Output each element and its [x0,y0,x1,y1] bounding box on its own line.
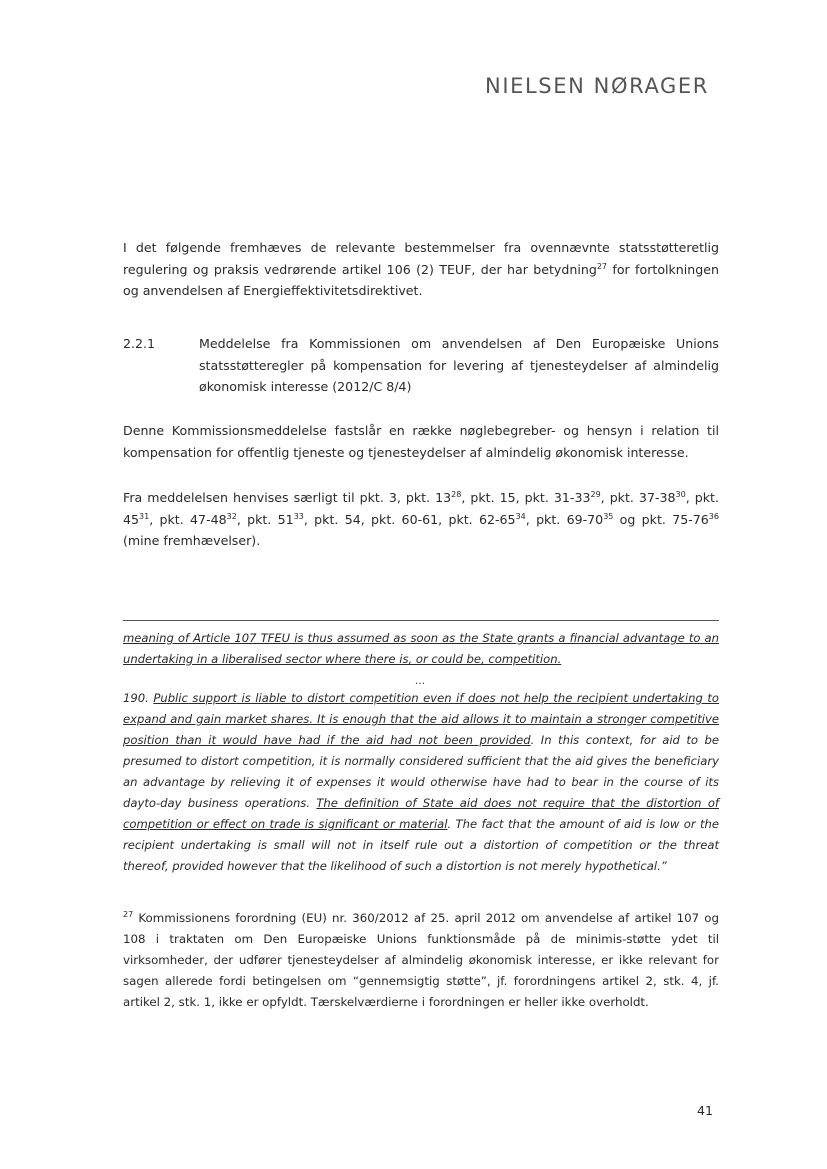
section-heading [123,333,719,398]
footnote-ref[interactable]: 33 [293,511,304,521]
footnote-ref[interactable]: 31 [139,511,150,521]
ref-text: , pkt. 37-38 [600,490,676,505]
ref-text: , pkt. 54, pkt. 60-61, pkt. 62-65 [303,511,516,527]
ref-text: , pkt. 69-70 [525,511,604,527]
quote-text: . In this context, for aid to be presumed to distort competition, it is normally considered sufficient that the aid gives the beneficiary an advantage by relieving it of expenses it would otherwise have had to bear in the course of its dayto-day business operations. [123,733,720,810]
quote-continuation [123,628,719,670]
footnote-ref[interactable]: 29 [590,490,601,499]
intro-text-b: for fortolkningen og anvendelsen af Energieffektivitetsdirektivet. [123,261,719,298]
footnote-ref[interactable]: 30 [675,490,686,499]
quote-underlined: meaning of Article 107 TFEU is thus assumed as soon as the State grants a financial advantage to an undertaking in a liberalised sector where there is, or could be, competition. [123,631,719,666]
firm-logo: NIELSEN NØRAGER [485,74,709,98]
section-title: Meddelelse fra Kommissionen om anvendelsen af Den Europæiske Unions statsstøtteregler på kompensation for levering af tjenesteydelser af almindelig økonomisk interesse (2012/C 8/4) [199,336,719,394]
intro-text-a: I det følgende fremhæves de relevante bestemmelser fra ovennævnte statsstøtteretlig regulering og praksis vedrørende artikel 106 (2) TEUF, der har betydning [123,240,719,277]
ref-text: , pkt. 51 [236,511,294,527]
footnote-separator [123,620,719,621]
footnote-text: Kommissionens forordning (EU) nr. 360/2012 af 25. april 2012 om anvendelse af artikel 107 og 108 i traktaten om Den Europæiske Unions funktionsmåde på de minimis-støtte ydet til virksomheder, der udfører tjenesteydelser af almindelig økonomisk interesse, er ikke relevant for sagen allerede fordi betingelsen om “gennemsigtig støtte”, jf. forordningens artikel 2, stk. 4, jf. artikel 2, stk. 1, ikke er opfyldt. Tærskelværdierne i forordningen er heller ikke overholdt. [123,911,719,1009]
ref-text: og pkt. 75-76 [613,511,709,527]
footnote-ref[interactable]: 34 [515,511,526,521]
quote-underlined: The definition of State aid does not require that the distortion of competition or effect on trade is significant or material [123,796,719,831]
ref-text: , pkt. 15, pkt. 31-33 [461,490,591,505]
footnote-ref[interactable]: 35 [603,511,614,521]
footnote-ref-27[interactable]: 27 [596,261,608,271]
section-number: 2.2.1 [123,336,156,351]
paragraph-meddelelse: Denne Kommissionsmeddelelse fastslår en række nøglebegreber- og hensyn i relation til kompensation for offentlig tjeneste og tjenesteydelser af almindelig økonomisk interesse. [123,423,719,460]
intro-paragraph [123,237,719,302]
ref-text: Fra meddelelsen henvises særligt til pkt. 3, pkt. 13 [123,490,452,505]
footnote-27 [123,908,719,1013]
page-number: 41 [696,1103,713,1118]
quote-underlined: Public support is liable to distort competition even if does not help the recipient undertaking to expand and gain market shares. It is enough that the aid allows it to maintain a stronger competitive position than it would have had if the aid had not been provided [123,691,719,747]
quote-number: 190. [123,691,154,705]
footnote-number: 27 [123,910,134,919]
paragraph-references [123,487,719,552]
footnote-ref[interactable]: 32 [226,511,237,521]
ref-text: , pkt. 45 [123,490,719,527]
footnote-ref[interactable]: 36 [708,511,719,521]
ref-text: (mine fremhævelser). [123,533,261,548]
ref-text: , pkt. 47-48 [149,511,227,527]
quote-ellipsis: ... [414,674,426,687]
quote-text: . The fact that the amount of aid is low or the recipient undertaking is small will not in itself rule out a distortion of competition or the threat thereof, provided however that the likelihood of such a distortion is not merely hypothetical.” [123,817,719,873]
footnote-ref[interactable]: 28 [451,490,462,499]
quote-paragraph-190 [123,688,719,877]
